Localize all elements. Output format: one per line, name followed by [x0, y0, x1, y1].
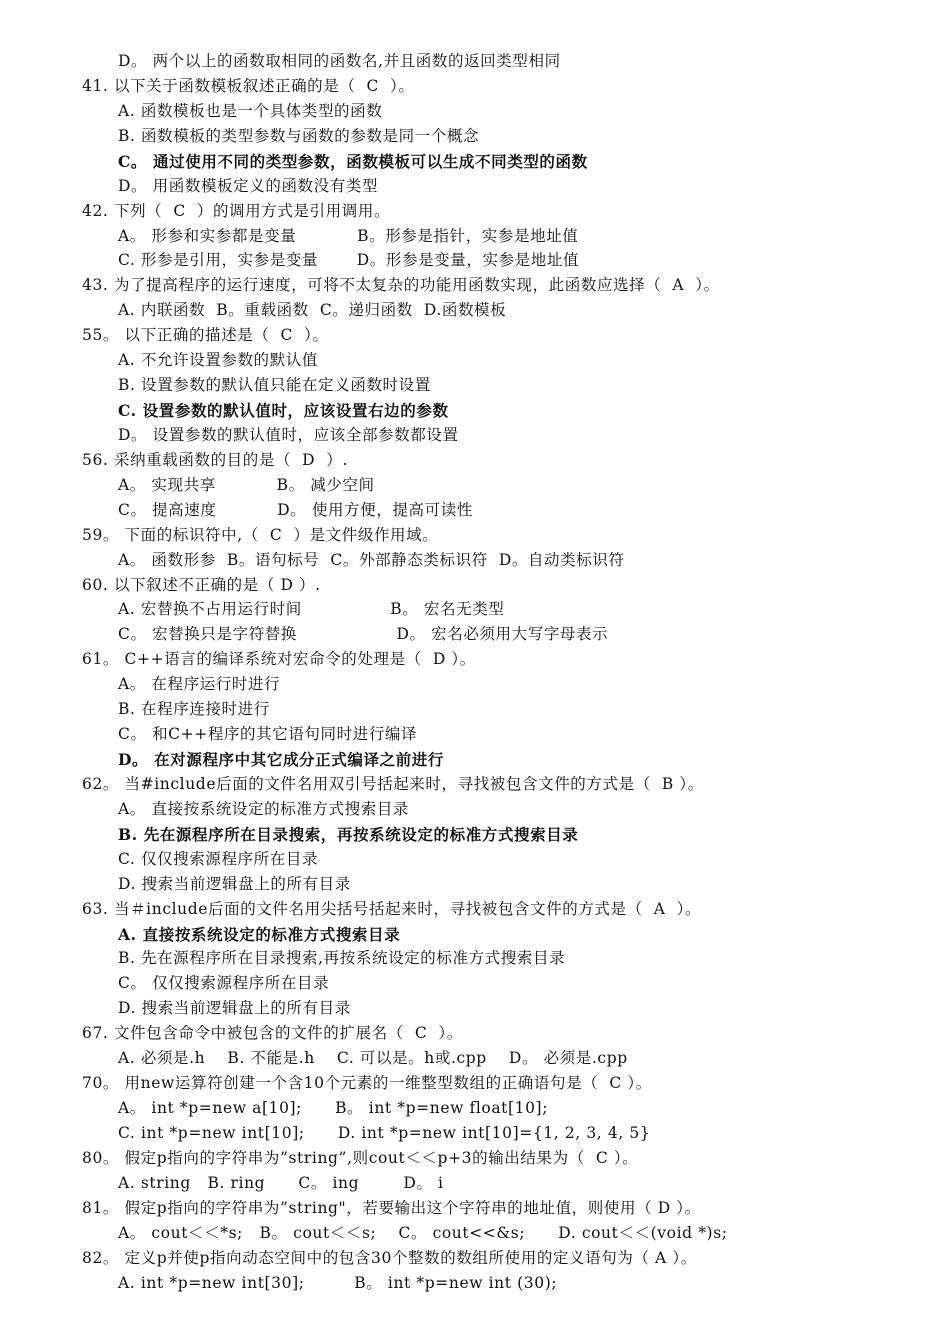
option-line: A。 直接按系统设定的标准方式搜索目录 — [118, 799, 410, 818]
option-line: C。 宏替换只是字符替换 D。 宏名必须用大写字母表示 — [118, 625, 609, 644]
option-line: A. 函数模板也是一个具体类型的函数 — [118, 101, 383, 120]
option-line: D。 设置参数的默认值时，应该全部参数都设置 — [118, 425, 459, 444]
option-line: C。 提高速度 D。 使用方便，提高可读性 — [118, 500, 473, 519]
option-line: A。 在程序运行时进行 — [118, 675, 281, 694]
question-line: 56. 采纳重载函数的目的是（ D ）. — [82, 450, 348, 469]
option-line: A. 宏替换不占用运行时间 B。 宏名无类型 — [118, 600, 505, 619]
question-line: 42. 下列（ C ）的调用方式是引用调用。 — [82, 201, 391, 220]
option-line: A. 不允许设置参数的默认值 — [118, 351, 318, 370]
option-line: A. 直接按系统设定的标准方式搜索目录 — [118, 924, 401, 944]
option-line: C. int *p=new int[10]; D. int *p=new int[10]={1, 2, 3, 4, 5} — [118, 1123, 651, 1142]
option-line: B. 在程序连接时进行 — [118, 700, 270, 719]
question-line: 60. 以下叙述不正确的是（ D ）. — [82, 575, 321, 594]
question-line: 62。 当#include后面的文件名用双引号括起来时，寻找被包含文件的方式是（ B ）。 — [82, 774, 704, 793]
option-line: D。 在对源程序中其它成分正式编译之前进行 — [118, 750, 444, 770]
option-line: C. 形参是引用，实参是变量 D。形参是变量，实参是地址值 — [118, 251, 580, 270]
option-line: C。 通过使用不同的类型参数，函数模板可以生成不同类型的函数 — [118, 151, 588, 171]
option-line: C. 设置参数的默认值时，应该设置右边的参数 — [118, 401, 449, 421]
option-line: A. int *p=new int[30]; B。 int *p=new int (30); — [118, 1273, 558, 1292]
option-line: C。 和C++程序的其它语句同时进行编译 — [118, 725, 418, 744]
option-line: B. 先在源程序所在目录搜索，再按系统设定的标准方式搜索目录 — [118, 824, 579, 844]
question-line: 82。 定义p并使p指向动态空间中的包含30个整数的数组所使用的定义语句为（ A ）。 — [82, 1248, 697, 1267]
question-line: 41. 以下关于函数模板叙述正确的是（ C ）。 — [82, 76, 415, 95]
option-line: A。 int *p=new a[10]; B。 int *p=new float[10]; — [118, 1099, 549, 1118]
question-line: 80。 假定p指向的字符串为”string”,则cout＜＜p+3的输出结果为（ C ）。 — [82, 1148, 639, 1167]
option-line: A。 形参和实参都是变量 B。形参是指针，实参是地址值 — [118, 226, 579, 245]
option-line: C. 仅仅搜索源程序所在目录 — [118, 849, 319, 868]
question-line: 55。 以下正确的描述是（ C ）。 — [82, 326, 329, 345]
option-line: B. 先在源程序所在目录搜索,再按系统设定的标准方式搜索目录 — [118, 949, 566, 968]
option-line: D。 两个以上的函数取相同的函数名,并且函数的返回类型相同 — [118, 52, 561, 70]
option-line: C。 仅仅搜索源程序所在目录 — [118, 974, 330, 993]
option-line: A。 cout＜＜*s; B。 cout＜＜s; C。 cout<<&s; D. cout＜＜(void *)s; — [118, 1223, 728, 1242]
question-line: 63. 当＃include后面的文件名用尖括号括起来时，寻找被包含文件的方式是（ A ）。 — [82, 899, 702, 918]
question-line: 59。 下面的标识符中,（ C ）是文件级作用域。 — [82, 525, 439, 544]
option-line: B. 设置参数的默认值只能在定义函数时设置 — [118, 376, 431, 395]
option-line: A. string B. ring C。 ing D。 i — [118, 1173, 444, 1192]
question-line: 70。 用new运算符创建一个含10个元素的一维整型数组的正确语句是（ C ）。 — [82, 1074, 652, 1093]
option-line: A. 必须是.h B. 不能是.h C. 可以是。h或.cpp D。 必须是.cpp — [118, 1049, 628, 1068]
question-line: 43. 为了提高程序的运行速度，可将不太复杂的功能用函数实现，此函数应选择（ A ）。 — [82, 276, 720, 295]
option-line: A。 函数形参 B。语句标号 C。外部静态类标识符 D。自动类标识符 — [118, 550, 625, 569]
question-line: 61。 C++语言的编译系统对宏命令的处理是（ D ）。 — [82, 650, 476, 669]
option-line: A. 内联函数 B。重载函数 C。递归函数 D.函数模板 — [118, 301, 507, 320]
option-line: D。 用函数模板定义的函数没有类型 — [118, 176, 379, 195]
question-line: 67. 文件包含命令中被包含的文件的扩展名（ C ）。 — [82, 1024, 463, 1043]
option-line: A。 实现共享 B。 减少空间 — [118, 475, 375, 494]
option-line: B. 函数模板的类型参数与函数的参数是同一个概念 — [118, 126, 480, 145]
option-line: D. 搜索当前逻辑盘上的所有目录 — [118, 874, 351, 893]
question-line: 81。 假定p指向的字符串为”string"，若要输出这个字符串的地址值，则使用（ D ）。 — [82, 1198, 701, 1217]
option-line: D. 搜索当前逻辑盘上的所有目录 — [118, 999, 351, 1018]
